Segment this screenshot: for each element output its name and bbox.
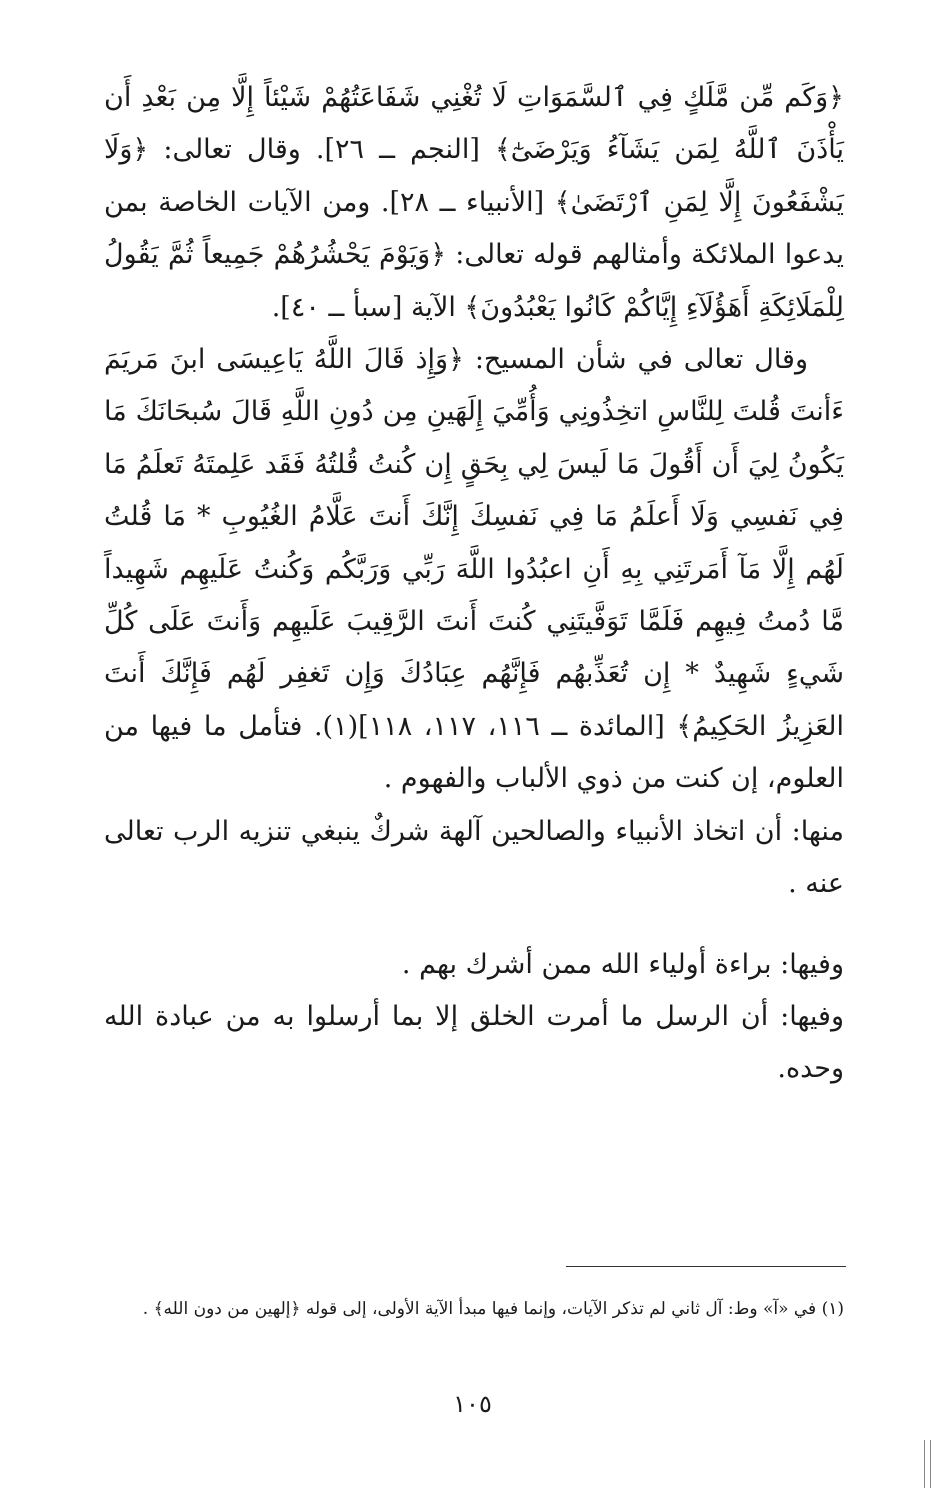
paragraph-quran-intercession: ﴿وَكَم مِّن مَّلَكٍ فِي ٱلسَّمَوَاتِ لَا تُغْنِي شَفَاعَتُهُمْ شَيْئاً إِلَّا مِن بَعْدِ أَن يَأْذَنَ ٱللَّهُ لِمَن يَشَآءُ وَيَرْضَىٰٓ﴾ [النجم ــ ٢٦]. وقال تعالى: ﴿وَلَا يَشْفَعُونَ إِلَّا لِمَنِ ٱرْتَضَىٰ﴾ [الأنبياء ــ ٢٨]. ومن الآيات الخاصة بمن يدعوا الملائكة وأمثالهم قوله تعالى: ﴿وَيَوْمَ يَحْشُرُهُمْ جَمِيعاً ثُمَّ يَقُولُ لِلْمَلَائِكَةِ أَهَؤُلَآءِ إِيَّاكُمْ كَانُوا يَعْبُدُونَ﴾ الآية [سبأ ــ ٤٠]. [104, 82, 845, 323]
footnote-text: (١) في «آ» وط: آل ثاني لم تذكر الآيات، وإنما فيها مبدأ الآية الأولى، إلى قوله ﴿إلهين من دون الله﴾ . [142, 1299, 844, 1319]
paragraph-benefit-3: وفيها: أن الرسل ما أمرت الخلق إلا بما أرسلوا به من عبادة الله وحده. [104, 1000, 844, 1085]
page-number: ١٠٥ [453, 1390, 492, 1418]
paragraph-benefit-1: منها: أن اتخاذ الأنبياء والصالحين آلهة شركٌ ينبغي تنزيه الرب تعالى عنه . [104, 815, 844, 900]
paragraph-benefit-2: وفيها: براءة أولياء الله ممن أشرك بهم . [401, 948, 844, 980]
paragraph-messiah: وقال تعالى في شأن المسيح: ﴿وَإِذ قَالَ اللَّهُ يَاعِيسَى ابنَ مَريَمَ ءَأنتَ قُلتَ لِلنَّاسِ اتخِذُونِي وَأُمِّيَ إِلَهَينِ مِن دُونِ اللَّهِ قَالَ سُبحَانَكَ مَا يَكُونُ لِيَ أَن أَقُولَ مَا لَيسَ لِي بِحَقٍ إِن كُنتُ قُلتُهُ فَقَد عَلِمتَهُ تَعلَمُ مَا فِي نَفسِي وَلَا أَعلَمُ مَا فِي نَفسِكَ إِنَّكَ أَنتَ عَلَّامُ الغُيُوبِ * مَا قُلتُ لَهُم إِلَّا مَآ أَمَرتَنِي بِهِ أَنِ اعبُدُوا اللَّهَ رَبِّي وَرَبَّكُم وَكُنتُ عَلَيهِم شَهِيداً مَّا دُمتُ فِيهِم فَلَمَّا تَوَفَّيتَنِي كُنتَ أَنتَ الرَّقِيبَ عَلَيهِم وَأَنتَ عَلَى كُلِّ شَيءٍ شَهِيدٌ * إِن تُعَذِّبهُم فَإِنَّهُم عِبَادُكَ وَإِن تَغفِر لَهُم فَإِنَّكَ أَنتَ العَزِيزُ الحَكِيمُ﴾ [المائدة ــ ١١٦، ١١٧، ١١٨](١). فتأمل ما فيها من العلوم، إن كنت من ذوي الألباب والفهوم . [104, 344, 845, 795]
footnote-divider [566, 1266, 846, 1267]
binding-edge-line-2 [930, 1440, 931, 1488]
main-text [104, 72, 844, 1096]
binding-edge-line [924, 1440, 925, 1488]
footnote [104, 1290, 844, 1328]
